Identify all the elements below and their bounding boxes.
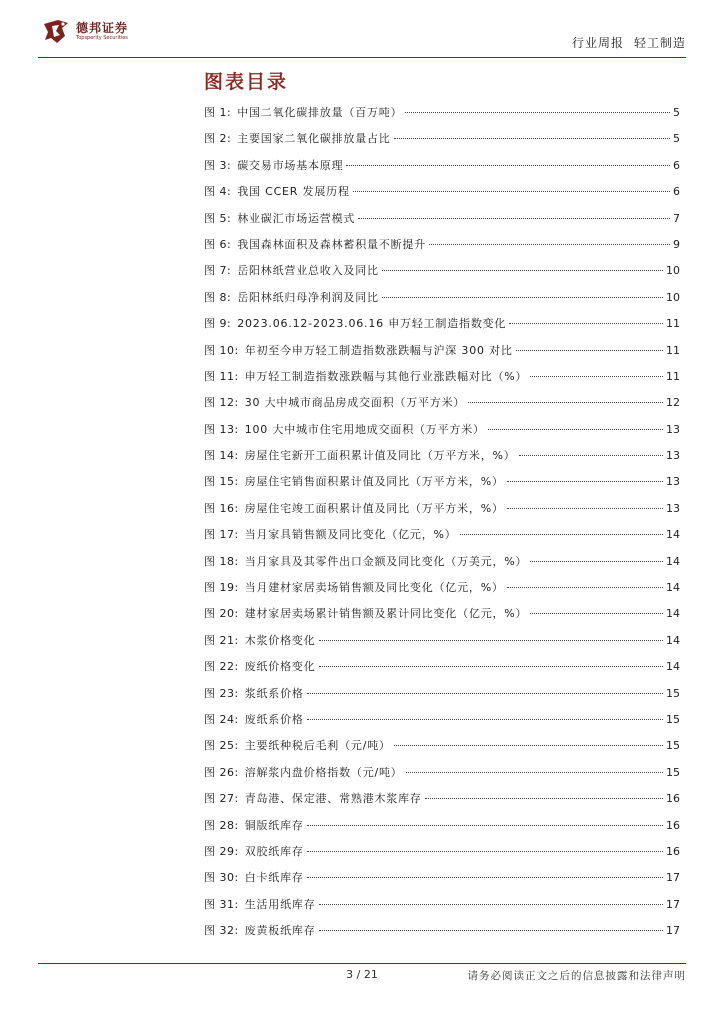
toc-dot-leader (307, 825, 663, 826)
toc-figure-number: 图 18: (204, 554, 239, 568)
toc-figure-number: 图 20: (204, 607, 239, 621)
toc-entry[interactable] (204, 210, 680, 236)
toc-page-number: 16 (666, 818, 680, 832)
toc-entry-label (204, 157, 343, 173)
toc-entry-label (204, 632, 316, 648)
toc-page-number: 9 (673, 237, 680, 251)
toc-dot-leader (307, 719, 663, 720)
toc-page-number: 14 (666, 660, 680, 674)
toc-dot-leader (530, 376, 663, 377)
toc-dot-leader (319, 930, 663, 931)
toc-entry-label (204, 711, 304, 727)
toc-dot-leader (319, 640, 663, 641)
toc-dot-leader (394, 745, 663, 746)
toc-page-number: 15 (666, 712, 680, 726)
toc-figure-title: 我国森林面积及森林蓄积量不断提升 (237, 237, 427, 251)
toc-entry[interactable] (204, 790, 680, 816)
header-divider (38, 57, 686, 58)
toc-figure-title: 房屋住宅竣工面积累计值及同比（万平方米，%） (244, 501, 504, 515)
toc-figure-title: 铜版纸库存 (244, 818, 304, 832)
toc-entry[interactable] (204, 711, 680, 737)
toc-figure-title: 白卡纸库存 (244, 871, 304, 885)
toc-entry-label (204, 210, 355, 226)
toc-figure-number: 图 1: (204, 106, 232, 119)
toc-entry[interactable] (204, 289, 680, 315)
toc-figure-title: 30 大中城市商品房成交面积（万平方米） (244, 396, 466, 410)
toc-page-number: 11 (666, 343, 680, 357)
toc-dot-leader (319, 904, 663, 905)
toc-entry[interactable] (204, 342, 680, 368)
toc-entry-label (204, 473, 504, 489)
toc-page-number: 14 (666, 581, 680, 595)
industry-name: 轻工制造 (633, 36, 686, 50)
toc-figure-number: 图 8: (204, 290, 232, 304)
report-category (572, 34, 686, 51)
toc-figure-number: 图 3: (204, 158, 232, 172)
toc-figure-title: 双胶纸库存 (244, 844, 304, 858)
toc-figure-number: 图 22: (204, 660, 239, 674)
toc-dot-leader (429, 244, 670, 245)
toc-dot-leader (468, 402, 663, 403)
brand-name-cn: 德邦证券 (76, 20, 129, 35)
toc-dot-leader (319, 666, 663, 667)
toc-figure-title: 木浆价格变化 (244, 633, 316, 647)
toc-dot-leader (353, 191, 670, 192)
toc-entry[interactable] (204, 421, 680, 447)
toc-entry-label (204, 685, 304, 701)
toc-figure-title: 房屋住宅新开工面积累计值及同比（万平方米，%） (244, 449, 516, 463)
toc-entry[interactable] (204, 236, 680, 262)
toc-figure-number: 图 27: (204, 792, 239, 806)
toc-page-number: 15 (666, 686, 680, 700)
toc-figure-title: 100 大中城市住宅用地成交面积（万平方米） (244, 422, 485, 436)
toc-figure-number: 图 5: (204, 211, 232, 225)
toc-page-number: 5 (673, 106, 680, 119)
toc-entry-label (204, 605, 527, 621)
toc-dot-leader (530, 613, 663, 614)
toc-entry-label (204, 737, 391, 753)
toc-entry-label (204, 500, 504, 516)
toc-page-number: 15 (666, 765, 680, 779)
toc-figure-title: 岳阳林纸营业总收入及同比 (237, 264, 379, 278)
toc-figure-title: 生活用纸库存 (244, 897, 316, 911)
toc-dot-leader (530, 561, 663, 562)
toc-figure-title: 当月家具销售额及同比变化（亿元，%） (244, 528, 457, 542)
toc-entry[interactable] (204, 764, 680, 790)
toc-page-number: 11 (666, 317, 680, 331)
toc-entry-label (204, 869, 304, 885)
toc-dot-leader (382, 297, 663, 298)
footer-divider (38, 963, 686, 964)
toc-figure-title: 主要国家二氧化碳排放量占比 (237, 132, 391, 146)
toc-title: 图表目录 (204, 71, 289, 93)
toc-entry-label (204, 447, 516, 463)
toc-figure-title: 林业碳汇市场运营模式 (237, 211, 356, 225)
toc-page-number: 13 (666, 475, 680, 489)
toc-dot-leader (394, 138, 670, 139)
toc-dot-leader (507, 587, 663, 588)
toc-figure-number: 图 10: (204, 343, 239, 357)
toc-page-number: 16 (666, 844, 680, 858)
toc-entry[interactable] (204, 817, 680, 843)
toc-page-number: 14 (666, 633, 680, 647)
toc-dot-leader (509, 323, 663, 324)
toc-entry-label (204, 526, 457, 542)
brand-name-en: Topsperity Securities (76, 34, 128, 41)
toc-figure-number: 图 31: (204, 897, 239, 911)
toc-figure-title: 溶解浆内盘价格指数（元/吨） (244, 765, 403, 779)
disclaimer-note: 请务必阅读正文之后的信息披露和法律声明 (467, 970, 686, 982)
toc-entry-label (204, 315, 506, 331)
toc-figure-title: 中国二氧化碳排放量（百万吨） (237, 106, 403, 119)
toc-figure-title: 岳阳林纸归母净利润及同比 (237, 290, 379, 304)
toc-entry[interactable] (204, 157, 680, 183)
toc-dot-leader (507, 481, 663, 482)
toc-entry[interactable] (204, 447, 680, 473)
toc-figure-title: 废纸价格变化 (244, 660, 316, 674)
toc-figure-number: 图 15: (204, 475, 239, 489)
toc-entry[interactable] (204, 262, 680, 288)
toc-page-number: 17 (666, 871, 680, 885)
toc-entry[interactable] (204, 526, 680, 552)
toc-figure-number: 图 28: (204, 818, 239, 832)
toc-figure-number: 图 25: (204, 739, 239, 753)
toc-dot-leader (488, 429, 663, 430)
toc-entry-label (204, 764, 403, 780)
toc-figure-title: 废黄板纸库存 (244, 924, 316, 938)
toc-figure-number: 图 21: (204, 633, 239, 647)
toc-page-number: 14 (666, 607, 680, 621)
toc-entry[interactable] (204, 315, 680, 341)
toc-page-number: 17 (666, 897, 680, 911)
toc-entry-label (204, 843, 304, 859)
toc-entry-label (204, 289, 379, 305)
toc-entry-label (204, 896, 316, 912)
toc-dot-leader (425, 798, 663, 799)
toc-page-number: 10 (666, 264, 680, 278)
toc-entry[interactable] (204, 737, 680, 763)
toc-entry-label (204, 342, 513, 358)
toc-entry[interactable] (204, 130, 680, 156)
toc-dot-leader (460, 534, 663, 535)
toc-page-number: 12 (666, 396, 680, 410)
toc-figure-number: 图 29: (204, 844, 239, 858)
toc-page-number: 13 (666, 501, 680, 515)
toc-figure-title: 青岛港、保定港、常熟港木浆库存 (244, 792, 422, 806)
toc-entry[interactable] (204, 632, 680, 658)
toc-figure-title: 年初至今申万轻工制造指数涨跌幅与沪深 300 对比 (244, 343, 513, 357)
toc-figure-number: 图 4: (204, 185, 232, 199)
toc-entry[interactable] (204, 368, 680, 394)
toc-figure-number: 图 7: (204, 264, 232, 278)
toc-figure-title: 当月建材家居卖场销售额及同比变化（亿元，%） (244, 581, 504, 595)
toc-dot-leader (519, 455, 663, 456)
toc-page-number: 17 (666, 924, 680, 938)
toc-page-number: 11 (666, 369, 680, 383)
toc-entry-label (204, 817, 304, 833)
toc-figure-number: 图 19: (204, 581, 239, 595)
toc-page-number: 13 (666, 422, 680, 436)
toc-list (204, 104, 680, 949)
toc-entry-label (204, 262, 379, 278)
toc-entry-label (204, 236, 426, 252)
toc-entry[interactable] (204, 394, 680, 420)
toc-figure-number: 图 6: (204, 237, 232, 251)
toc-figure-title: 申万轻工制造指数涨跌幅与其他行业涨跌幅对比（%） (244, 369, 528, 383)
toc-dot-leader (307, 877, 663, 878)
toc-entry-label (204, 368, 527, 384)
toc-dot-leader (406, 772, 663, 773)
toc-figure-title: 碳交易市场基本原理 (237, 158, 344, 172)
toc-figure-number: 图 24: (204, 712, 239, 726)
toc-page-number: 5 (673, 132, 680, 146)
toc-page-number: 16 (666, 792, 680, 806)
toc-figure-title: 2023.06.12-2023.06.16 申万轻工制造指数变化 (237, 317, 507, 331)
toc-dot-leader (516, 350, 663, 351)
page-header (38, 12, 686, 56)
toc-figure-number: 图 16: (204, 501, 239, 515)
toc-entry-label (204, 658, 316, 674)
toc-entry[interactable] (204, 473, 680, 499)
toc-dot-leader (405, 112, 670, 113)
toc-figure-number: 图 2: (204, 132, 232, 146)
toc-entry[interactable] (204, 104, 680, 130)
toc-figure-number: 图 9: (204, 317, 232, 331)
toc-entry[interactable] (204, 579, 680, 605)
toc-figure-title: 房屋住宅销售面积累计值及同比（万平方米，%） (244, 475, 504, 489)
toc-figure-number: 图 14: (204, 449, 239, 463)
toc-entry[interactable] (204, 922, 680, 948)
toc-entry[interactable] (204, 869, 680, 895)
toc-entry[interactable] (204, 685, 680, 711)
toc-entry-label (204, 790, 422, 806)
toc-figure-title: 废纸系价格 (244, 712, 304, 726)
toc-entry-label (204, 104, 402, 120)
toc-figure-title: 建材家居卖场累计销售额及累计同比变化（亿元，%） (244, 607, 528, 621)
toc-page-number: 6 (673, 158, 680, 172)
toc-entry[interactable] (204, 896, 680, 922)
toc-entry[interactable] (204, 658, 680, 684)
toc-dot-leader (507, 508, 663, 509)
toc-figure-number: 图 30: (204, 871, 239, 885)
toc-entry-label (204, 130, 391, 146)
toc-page-number: 14 (666, 554, 680, 568)
toc-figure-number: 图 12: (204, 396, 239, 410)
toc-dot-leader (358, 218, 670, 219)
toc-entry-label (204, 394, 465, 410)
toc-dot-leader (346, 165, 670, 166)
report-type: 行业周报 (571, 36, 624, 50)
toc-figure-title: 当月家具及其零件出口金额及同比变化（万美元，%） (244, 554, 528, 568)
toc-figure-number: 图 26: (204, 765, 239, 779)
toc-page-number: 10 (666, 290, 680, 304)
toc-page-number: 15 (666, 739, 680, 753)
toc-figure-number: 图 32: (204, 924, 239, 938)
toc-entry-label (204, 421, 485, 437)
toc-page-number: 7 (673, 211, 680, 225)
toc-figure-title: 我国 CCER 发展历程 (237, 185, 350, 199)
toc-entry[interactable] (204, 183, 680, 209)
toc-figure-number: 图 23: (204, 686, 239, 700)
brand-logo-icon (38, 14, 72, 48)
toc-entry-label (204, 922, 316, 938)
toc-entry[interactable] (204, 553, 680, 579)
toc-figure-number: 图 17: (204, 528, 239, 542)
page-indicator: 3 / 21 (346, 968, 378, 981)
toc-page-number: 13 (666, 449, 680, 463)
toc-entry[interactable] (204, 843, 680, 869)
toc-figure-title: 主要纸种税后毛利（元/吨） (244, 739, 391, 753)
toc-figure-title: 浆纸系价格 (244, 686, 304, 700)
toc-dot-leader (307, 693, 663, 694)
toc-entry[interactable] (204, 605, 680, 631)
toc-dot-leader (307, 851, 663, 852)
toc-entry[interactable] (204, 500, 680, 526)
toc-entry-label (204, 553, 527, 569)
toc-page-number: 6 (673, 185, 680, 199)
toc-entry-label (204, 579, 504, 595)
toc-page-number: 14 (666, 528, 680, 542)
brand-logo (38, 14, 128, 48)
toc-figure-number: 图 13: (204, 422, 239, 436)
toc-entry-label (204, 183, 350, 199)
toc-figure-number: 图 11: (204, 369, 239, 383)
toc-dot-leader (382, 270, 663, 271)
